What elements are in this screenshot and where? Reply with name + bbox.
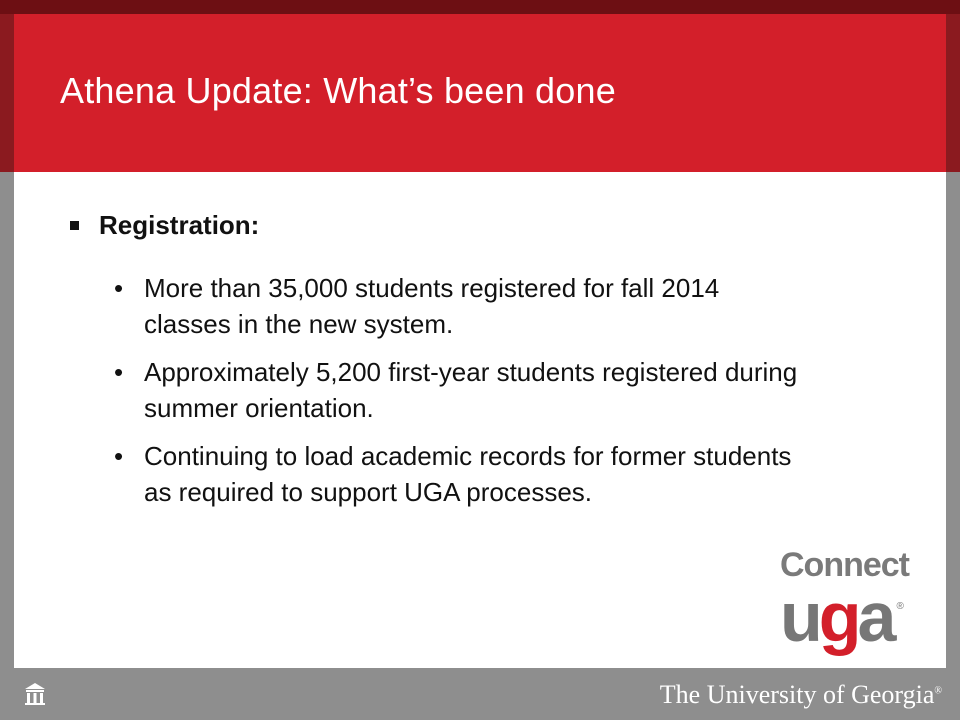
- university-wordmark: [660, 680, 942, 710]
- main-bullet-label: Registration:: [99, 210, 260, 240]
- arch-columns-icon: [24, 682, 46, 706]
- logo-registered-mark: ®: [896, 601, 904, 612]
- logo-connect-text: Connect: [780, 546, 909, 584]
- logo-letter-a: a: [857, 578, 893, 656]
- top-border: [0, 0, 960, 14]
- connect-uga-logo: [780, 546, 940, 666]
- bullet-dot-icon: •: [114, 273, 124, 303]
- slide-title: Athena Update: What’s been done: [60, 70, 616, 111]
- content-area: [14, 172, 946, 668]
- bullet-dot-icon: •: [114, 441, 124, 471]
- sub-bullet-item: [114, 438, 814, 510]
- header-side-right: [946, 14, 960, 172]
- logo-uga-text: [780, 578, 904, 656]
- square-bullet-icon: [70, 221, 79, 230]
- logo-letter-g: g: [818, 578, 858, 656]
- university-registered-mark: ®: [934, 685, 942, 697]
- bullet-dot-icon: •: [114, 357, 124, 387]
- sub-bullet-text: More than 35,000 students registered for fall 2014 classes in the new system.: [144, 273, 720, 339]
- sub-bullet-item: [114, 354, 814, 426]
- sub-bullet-list: [114, 270, 814, 522]
- sub-bullet-item: [114, 270, 814, 342]
- main-bullet: [70, 210, 259, 241]
- logo-letter-u: u: [780, 578, 819, 656]
- title-banner: [14, 14, 946, 172]
- sub-bullet-text: Continuing to load academic records for former students as required to support UGA processes.: [144, 441, 792, 507]
- university-name: The University of Georgia: [659, 680, 935, 709]
- footer: [0, 668, 960, 720]
- sub-bullet-text: Approximately 5,200 first-year students registered during summer orientation.: [144, 357, 798, 423]
- header-side-left: [0, 14, 14, 172]
